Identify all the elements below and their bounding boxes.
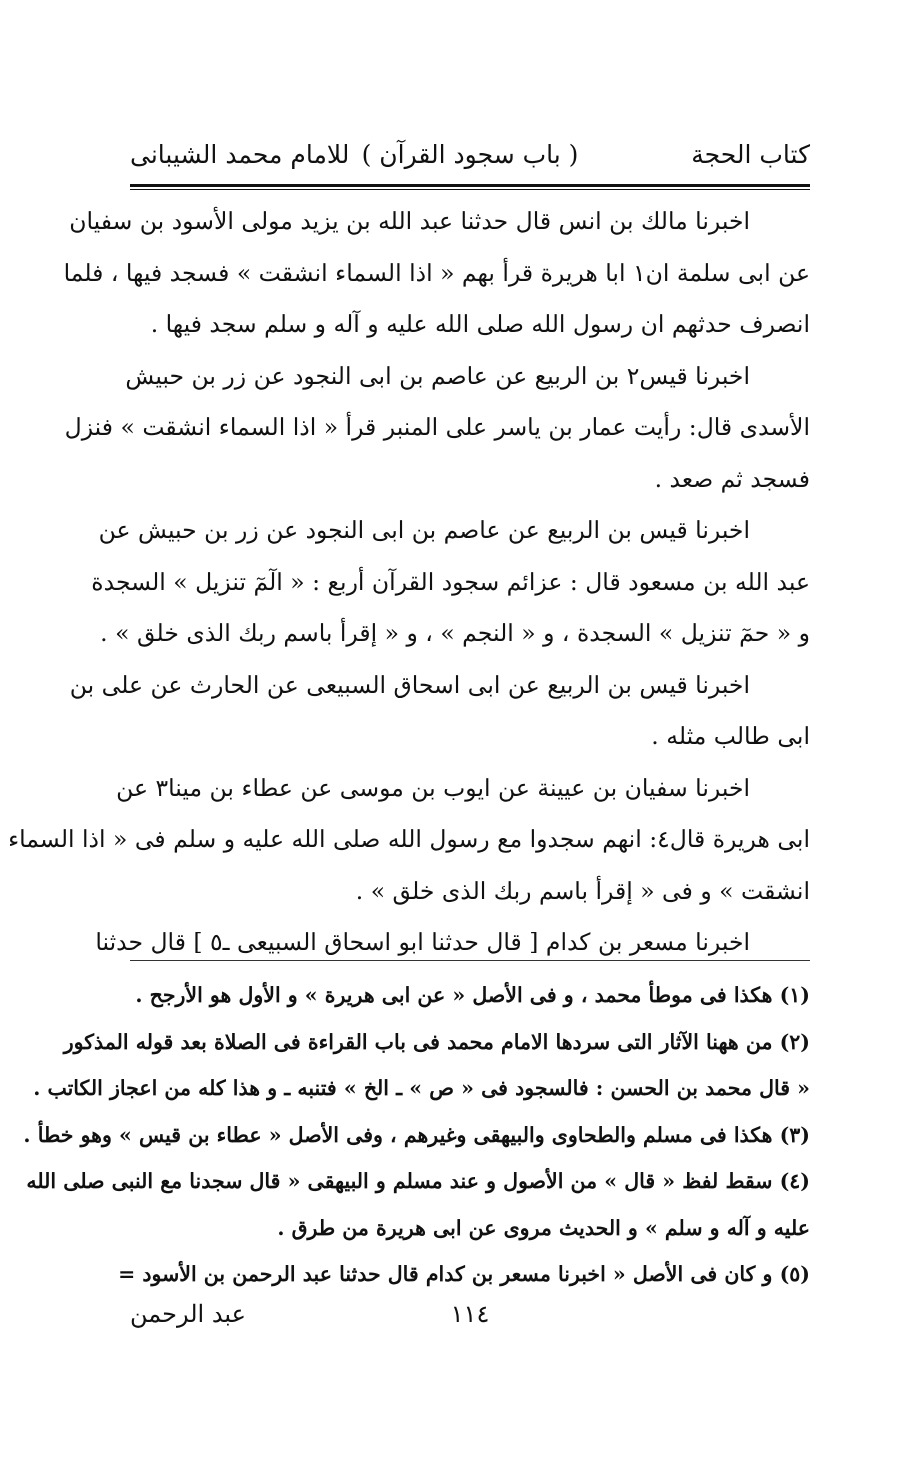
text-line: اخبرنا قيس بن الربيع عن عاصم بن ابى النجود عن زر بن حبيش عن — [98, 516, 750, 544]
text-line: اخبرنا قيس٢ بن الربيع عن عاصم بن ابى النجود عن زر بن حبيش — [125, 361, 750, 390]
running-header — [130, 140, 810, 180]
header-rule-thick — [130, 184, 810, 187]
book-title: كتاب الحجة — [691, 140, 810, 169]
catchword: عبد الرحمن — [130, 1300, 246, 1328]
footnote-line: عليه و آله و سلم » و الحديث مروى عن ابى هريرة من طرق . — [277, 1215, 810, 1240]
footnotes — [23, 972, 810, 1298]
text-line: اخبرنا مسعر بن كدام [ قال حدثنا ابو اسحاق السبيعى ـ٥ ] قال حدثنا — [95, 928, 750, 956]
text-line: ابى هريرة قال٤: انهم سجدوا مع رسول الله صلى الله عليه و سلم فى « اذا السماء — [8, 825, 810, 853]
chapter-title: ( باب سجود القرآن ) — [361, 140, 579, 169]
footnote-line: (١) هكذا فى موطأ محمد ، و فى الأصل « عن ابى هريرة » و الأول هو الأرجح . — [135, 983, 810, 1007]
text-line: و « حمٓ تنزيل » السجدة ، و « النجم » ، و « إقرأ باسم ربك الذى خلق » . — [100, 619, 810, 647]
author-name: للامام محمد الشيبانى — [130, 140, 350, 169]
page-footer — [130, 1300, 810, 1340]
text-line: عن ابى سلمة ان١ ابا هريرة قرأ بهم « اذا السماء انشقت » فسجد فيها ، فلما — [63, 258, 810, 287]
text-line: فسجد ثم صعد . — [654, 464, 810, 493]
page-number: ١١٤ — [450, 1300, 490, 1328]
text-line: الأسدى قال: رأيت عمار بن ياسر على المنبر قرأ « اذا السماء انشقت » فنزل — [64, 413, 810, 441]
footnote-line: (٣) هكذا فى مسلم والطحاوى والبيهقى وغيرهم ، وفى الأصل « عطاء بن قيس » وهو خطأ . — [23, 1122, 810, 1147]
text-line: انشقت » و فى « إقرأ باسم ربك الذى خلق » . — [355, 876, 810, 905]
footnote-line: (٢) من ههنا الآثار التى سردها الامام محمد فى باب القراءة فى الصلاة بعد قوله المذكور — [63, 1029, 810, 1054]
text-line: اخبرنا سفيان بن عيينة عن ايوب بن موسى عن عطاء بن مينا٣ عن — [116, 773, 750, 802]
footnote-line: (٥) و كان فى الأصل « اخبرنا مسعر بن كدام قال حدثنا عبد الرحمن بن الأسود = — [118, 1262, 810, 1286]
text-line: عبد الله بن مسعود قال : عزائم سجود القرآن أربع : « الٓمٓ تنزيل » السجدة — [91, 567, 810, 596]
header-rule-thin — [130, 189, 810, 190]
main-text — [8, 196, 810, 969]
footnote-line: (٤) سقط لفظ « قال » من الأصول و عند مسلم و البيهقى « قال سجدنا مع النبى صلى الله — [26, 1169, 810, 1193]
text-line: اخبرنا قيس بن الربيع عن ابى اسحاق السبيعى عن الحارث عن على بن — [69, 670, 750, 699]
text-line: ابى طالب مثله . — [651, 722, 810, 750]
text-line: اخبرنا مالك بن انس قال حدثنا عبد الله بن يزيد مولى الأسود بن سفيان — [69, 207, 750, 235]
footnote-line: « قال محمد بن الحسن : فالسجود فى « ص » ـ الخ » فتنبه ـ و هذا كله من اعجاز الكاتب . — [33, 1076, 810, 1100]
footnote-separator — [130, 960, 810, 961]
text-line: انصرف حدثهم ان رسول الله صلى الله عليه و آله و سلم سجد فيها . — [150, 310, 810, 338]
